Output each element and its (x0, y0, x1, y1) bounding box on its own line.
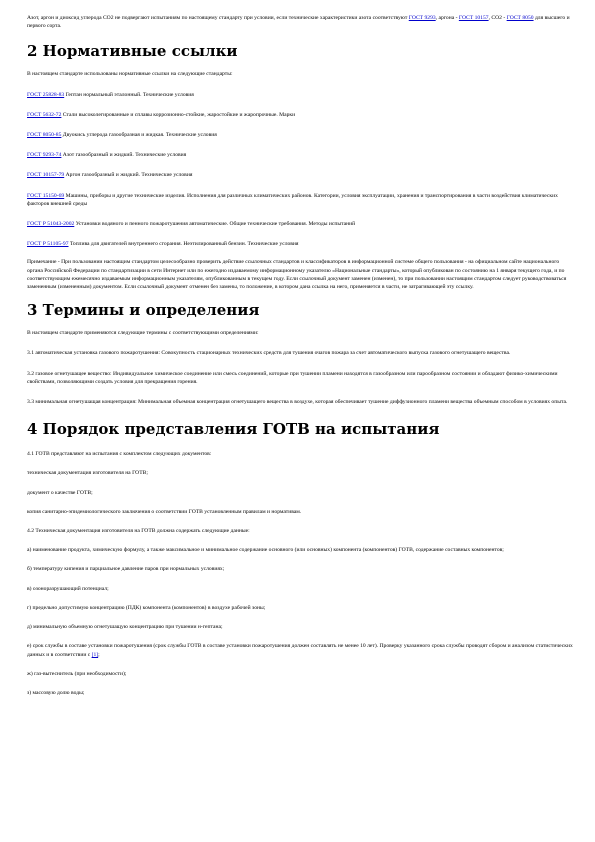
reference-item: ГОСТ 15150-69 Машины, приборы и другие технические изделия. Исполнения для различных климатических районов. Категории, условия эксплуатации, хранения и транспортирования в части воздействия климатических факторов внешней среды (27, 192, 558, 207)
link-gost-8050[interactable]: ГОСТ 8050 (506, 15, 534, 21)
section-4-item: техническая документация изготовителя на ГОТВ; (27, 470, 148, 477)
reference-link[interactable]: ГОСТ 25828-83 (27, 91, 65, 98)
term-definition: 3.3 минимальная огнетушащая концентрация: Минимальная объемная концентрация огнетушащего вещества в воздухе, которая обеспечивает тушение диффузионного пламени вещества объемным способом в условиях опыта. (27, 399, 568, 406)
intro-paragraph: Азот, аргон и диоксид углерода СО2 не подвергают испытаниям по настоящему стандарту при условии, если технические характеристики азота соответствуют ГОСТ 9293, аргона - ГОСТ 10157, CO2 - ГОСТ 8050 для высшего и первого сорта. (27, 15, 570, 30)
term-definition: 3.1 автоматическая установка газового пожаротушения: Совокупность стационарных технических средств для тушения очагов пожара за счет автоматического выпуска газового огнетушащего вещества. (27, 350, 511, 357)
section-4-item: в) озоноразрушающий потенциал; (27, 585, 109, 592)
section-2-lead: В настоящем стандарте использованы нормативные ссылки на следующие стандарты: (27, 71, 233, 78)
reference-link[interactable]: ГОСТ 8050-85 (27, 132, 62, 139)
reference-item: ГОСТ Р 51043-2002 Установки водяного и пенного пожаротушения автоматические. Общие технические требования. Методы испытаний (27, 221, 356, 228)
section-4-item-e: е) срок службы в составе установки пожаротушения (срок службы ГОТВ в составе установки пожаротушения должен составлять не менее 10 лет). Проверку указанного срока службы проводят сбором и анализом статистических данных и в соответствии с [1]; (27, 643, 573, 658)
reference-item: ГОСТ 5632-72 Стали высоколегированные и сплавы коррозионно-стойкие, жаростойкие и жаропрочные. Марки (27, 111, 296, 118)
section-4-item: б) температуру кипения и парциальное давление паров при нормальных условиях; (27, 566, 225, 573)
reference-item: ГОСТ Р 51105-97 Топлива для двигателей внутреннего сгорания. Неэтилированный бензин. Технические условия (27, 241, 299, 248)
section-4-item: а) наименование продукта, химическую формулу, а также максимальное и минимальное содержание основного (или основных) компонента (компонентов) ГОТВ, содержание составных компонентов; (27, 547, 504, 554)
bibliography-link[interactable]: [1] (91, 651, 99, 658)
section-4-item: д) минимальную объемную огнетушащую концентрацию при тушении н-гептана; (27, 624, 223, 631)
section-4-item: документ о качестве ГОТВ; (27, 489, 93, 496)
reference-link[interactable]: ГОСТ Р 51105-97 (27, 241, 69, 248)
references-note: Примечание - При пользовании настоящим стандартом целесообразно проверить действие ссылочных стандартов и классификаторов в информационной системе общего пользования - на официальном сайте национального органа Российской Федерации по стандартизации в сети Интернет или по ежегодно издаваемому информационному указателю «Национальные стандарты», который опубликован по состоянию на 1 января текущего года, и по соответствующим ежемесячно издаваемым информационным указателям, опубликованным в текущем году. Если ссылочный документ заменен (изменен), то при пользовании настоящим стандартом следует руководствоваться замененным (измененным) документом. Если ссылочный документ отменен без замены, то положение, в котором дана ссылка на него, применяется в части, не затрагивающей эту ссылку. (27, 259, 567, 291)
link-gost-10157[interactable]: ГОСТ 10157 (458, 15, 489, 21)
section-4-item: г) предельно допустимую концентрацию (ПДК) компонента (компонентов) в воздухе рабочей зоны; (27, 604, 266, 611)
reference-item: ГОСТ 9293-74 Азот газообразный и жидкий. Технические условия (27, 152, 187, 159)
references-list (27, 91, 573, 249)
reference-item: ГОСТ 8050-85 Двуокись углерода газообразная и жидкая. Технические условия (27, 132, 217, 139)
section-4-item: ж) газ-вытеснитель (при необходимости); (27, 670, 127, 677)
term-definition: 3.2 газовое огнетушащее вещество: Индивидуальное химическое соединение или смесь соединений, которые при тушении пламени находятся в газообразном или парообразном состоянии и обладают физико-химическими свойствами, позволяющими создать условия для прекращения горения. (27, 370, 558, 385)
reference-link[interactable]: ГОСТ 10157-79 (27, 172, 65, 179)
section-2-heading: 2 Нормативные ссылки (27, 42, 238, 61)
section-3-lead: В настоящем стандарте применяются следующие термины с соответствующими определениями: (27, 330, 259, 337)
reference-link[interactable]: ГОСТ 5632-72 (27, 111, 62, 118)
reference-link[interactable]: ГОСТ 9293-74 (27, 152, 62, 159)
reference-link[interactable]: ГОСТ 15150-69 (27, 192, 65, 199)
reference-link[interactable]: ГОСТ Р 51043-2002 (27, 221, 75, 228)
section-4-item: 4.1 ГОТВ представляют на испытания с комплектом следующих документов: (27, 451, 212, 458)
section-4-item: 4.2 Техническая документация изготовителя на ГОТВ должна содержать следующие данные: (27, 528, 250, 535)
section-4-heading: 4 Порядок представления ГОТВ на испытания (27, 420, 440, 439)
section-4-item: з) массовую долю воды; (27, 689, 85, 696)
reference-item: ГОСТ 25828-83 Гептан нормальный эталонный. Технические условия (27, 91, 194, 98)
section-3-heading: 3 Термины и определения (27, 301, 260, 320)
reference-item: ГОСТ 10157-79 Аргон газообразный и жидкий. Технические условия (27, 172, 193, 179)
section-4-item: копия санитарно-эпидемиологического заключения о соответствии ГОТВ установленным правилам и нормативам. (27, 508, 302, 515)
link-gost-9293[interactable]: ГОСТ 9293 (408, 15, 436, 21)
document-page (27, 14, 573, 697)
